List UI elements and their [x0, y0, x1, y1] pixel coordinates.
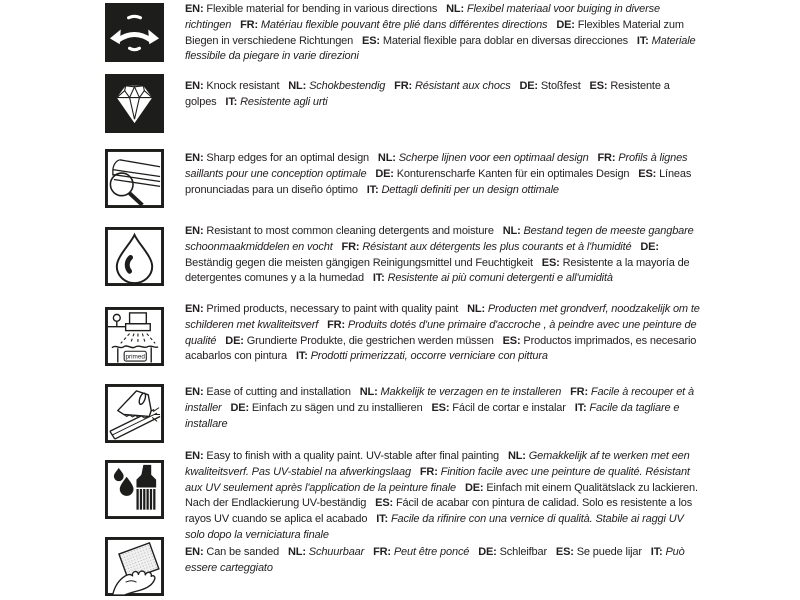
- feature-text-de: Flexibles Material zum Biegen in verschiedene Richtungen: [185, 18, 684, 47]
- lang-label-it: IT:: [650, 546, 663, 558]
- feature-text-it: Materiale flessibile da piegare in varie direzioni: [185, 34, 696, 63]
- feature-text-fr: Profils à lignes saillants pour une conception optimale: [185, 152, 688, 180]
- primed-label: primed: [125, 353, 145, 361]
- lang-label-en: EN:: [185, 546, 204, 558]
- feature-text-en: Can be sanded: [206, 546, 280, 558]
- feature-row-text: [185, 224, 702, 287]
- lang-label-it: IT:: [574, 401, 587, 414]
- feature-text-de: Schleifbar: [499, 546, 548, 558]
- feature-text-fr: Résistant aux chocs: [414, 80, 511, 92]
- feature-text-de: Konturenscharfe Kanten für ein optimales Design: [396, 167, 630, 180]
- lang-label-es: ES:: [638, 167, 657, 180]
- lang-label-en: EN:: [185, 152, 204, 164]
- lang-label-es: ES:: [502, 334, 521, 347]
- feature-text-en: Primed products, necessary to paint with quality paint: [206, 303, 459, 315]
- feature-text-es: Se puede lijar: [576, 546, 642, 558]
- feature-text-de: Grundierte Produkte, die gestrichen werden müssen: [246, 334, 494, 347]
- lang-label-de: DE:: [375, 167, 394, 180]
- feature-text-it: Resistente ai più comuni detergenti e all'umidità: [387, 272, 613, 285]
- lang-label-en: EN:: [185, 450, 204, 462]
- feature-text-nl: Flexibel materiaal voor buiging in diverse richtingen: [185, 3, 660, 31]
- feature-row-text: [185, 449, 702, 544]
- lang-label-fr: FR:: [240, 18, 258, 31]
- feature-text-en: Easy to finish with a quality paint. UV-stable after final painting: [206, 450, 500, 462]
- lang-label-es: ES:: [375, 497, 394, 510]
- lang-label-fr: FR:: [373, 546, 391, 558]
- lang-label-de: DE:: [556, 18, 575, 31]
- lang-label-es: ES:: [362, 34, 380, 47]
- lang-label-nl: NL:: [502, 225, 521, 237]
- lang-label-it: IT:: [372, 272, 385, 285]
- diamond-icon: [105, 74, 164, 133]
- lang-label-fr: FR:: [419, 465, 438, 478]
- lang-label-it: IT:: [376, 513, 389, 526]
- feature-text-it: Prodotti primerizzati, occorre verniciare con pittura: [310, 350, 548, 363]
- feature-row-text: [185, 2, 702, 65]
- feature-text-es: Fácil de acabar con pintura de calidad. Solo es resistente a los rayos UV cuando se aplica el acabado: [185, 497, 693, 526]
- lang-label-it: IT:: [225, 95, 238, 108]
- lang-label-es: ES:: [431, 401, 450, 414]
- feature-text-nl: Scherpe lijnen voor een optimaal design: [398, 152, 589, 164]
- sanding-hand-icon: [105, 537, 164, 596]
- lang-label-nl: NL:: [287, 546, 306, 558]
- lang-label-nl: NL:: [507, 450, 526, 462]
- feature-text-de: Einfach mit einem Qualitätslack zu lackieren. Nach der Endlackierung UV-beständig: [185, 481, 698, 510]
- feature-text-es: Líneas pronunciadas para un diseño óptimo: [185, 167, 692, 196]
- lang-label-nl: NL:: [467, 303, 485, 315]
- feature-text-fr: Facile à recouper et à installer: [185, 386, 694, 414]
- feature-text-fr: Produits dotés d'une primaire d'accroche , à peindre avec une peinture de qualité: [185, 318, 697, 347]
- feature-text-nl: Producten met grondverf, noodzakelijk om te schilderen met kwaliteitsverf: [185, 303, 700, 331]
- feature-text-nl: Schuurbaar: [308, 546, 365, 558]
- feature-text-fr: Peut être poncé: [393, 546, 470, 558]
- feature-text-nl: Makkelijk te verzagen en te installeren: [380, 386, 562, 398]
- feature-row-text: [185, 79, 702, 111]
- lang-label-de: DE:: [478, 546, 497, 558]
- feature-text-es: Resistente a la mayoría de detergentes comunes y a la humedad: [185, 256, 690, 285]
- feature-text-en: Knock resistant: [206, 80, 280, 92]
- lang-label-es: ES:: [541, 256, 560, 269]
- feature-text-it: Dettagli definiti per un design ottimale: [381, 183, 559, 196]
- sharp-edge-magnifier-icon: [105, 149, 164, 208]
- lang-label-it: IT:: [636, 34, 649, 47]
- feature-text-fr: Finition facile avec une peinture de qualité. Résistant aux UV seulement après l'application de la peinture finale: [185, 465, 690, 494]
- flex-bend-icon: [105, 3, 164, 62]
- feature-text-nl: Gemakkelijk af te werken met een kwaliteitsverf. Pas UV-stabiel na afwerkingslaag: [185, 450, 690, 478]
- lang-label-en: EN:: [185, 80, 204, 92]
- feature-text-it: Facile da rifinire con una vernice di qualità. Stabile ai raggi UV solo dopo la verniciatura finale: [185, 513, 684, 541]
- feature-text-es: Material flexible para doblar en diversas direcciones: [382, 34, 629, 47]
- lang-label-de: DE:: [464, 481, 484, 494]
- lang-label-nl: NL:: [359, 386, 378, 398]
- lang-label-fr: FR:: [341, 240, 360, 253]
- lang-label-de: DE:: [640, 240, 659, 253]
- feature-text-fr: Matériau flexible pouvant être plié dans différentes directions: [260, 18, 548, 31]
- feature-text-nl: Bestand tegen de meeste gangbare schoonmaakmiddelen en vocht: [185, 225, 694, 253]
- lang-label-nl: NL:: [377, 152, 396, 164]
- lang-label-en: EN:: [185, 225, 204, 237]
- feature-text-en: Sharp edges for an optimal design: [206, 152, 370, 164]
- feature-row-text: [185, 302, 702, 365]
- feature-text-en: Ease of cutting and installation: [206, 386, 351, 398]
- lang-label-es: ES:: [589, 80, 608, 92]
- lang-label-fr: FR:: [394, 80, 413, 92]
- water-droplet-icon: [105, 227, 164, 286]
- primer-spray-icon: [105, 307, 164, 366]
- lang-label-en: EN:: [185, 303, 204, 315]
- feature-text-it: Può essere carteggiato: [185, 546, 685, 574]
- lang-label-de: DE:: [519, 80, 538, 92]
- lang-label-de: DE:: [225, 334, 244, 347]
- feature-text-en: Resistant to most common cleaning detergents and moisture: [206, 225, 494, 237]
- feature-text-es: Fácil de cortar e instalar: [452, 401, 566, 414]
- feature-text-it: Facile da tagliare e installare: [185, 401, 680, 430]
- feature-row-text: [185, 385, 702, 432]
- feature-text-de: Beständig gegen die meisten gängigen Reinigungsmittel und Feuchtigkeit: [185, 256, 533, 269]
- lang-label-en: EN:: [185, 386, 204, 398]
- lang-label-fr: FR:: [597, 152, 616, 164]
- lang-label-nl: NL:: [446, 3, 465, 15]
- feature-text-es: Productos imprimados, es necesario acabarlos con pintura: [185, 334, 697, 363]
- feature-text-en: Flexible material for bending in various directions: [206, 3, 438, 15]
- feature-text-de: Stoßfest: [540, 80, 581, 92]
- lang-label-fr: FR:: [570, 386, 588, 398]
- feature-text-it: Resistente agli urti: [240, 95, 328, 108]
- lang-label-fr: FR:: [327, 318, 345, 331]
- lang-label-it: IT:: [295, 350, 308, 363]
- feature-text-es: Resistente a golpes: [185, 80, 670, 108]
- feature-text-fr: Résistant aux détergents les plus courants et à l'humidité: [362, 240, 632, 253]
- feature-text-de: Einfach zu sägen und zu installieren: [251, 401, 423, 414]
- lang-label-it: IT:: [366, 183, 379, 196]
- lang-label-de: DE:: [230, 401, 249, 414]
- feature-row-text: [185, 545, 702, 577]
- paint-drops-brush-icon: [105, 460, 164, 519]
- feature-row-text: [185, 151, 702, 198]
- lang-label-nl: NL:: [288, 80, 307, 92]
- saw-cutting-icon: [105, 384, 164, 443]
- lang-label-es: ES:: [555, 546, 574, 558]
- feature-text-nl: Schokbestendig: [309, 80, 386, 92]
- lang-label-en: EN:: [185, 3, 204, 15]
